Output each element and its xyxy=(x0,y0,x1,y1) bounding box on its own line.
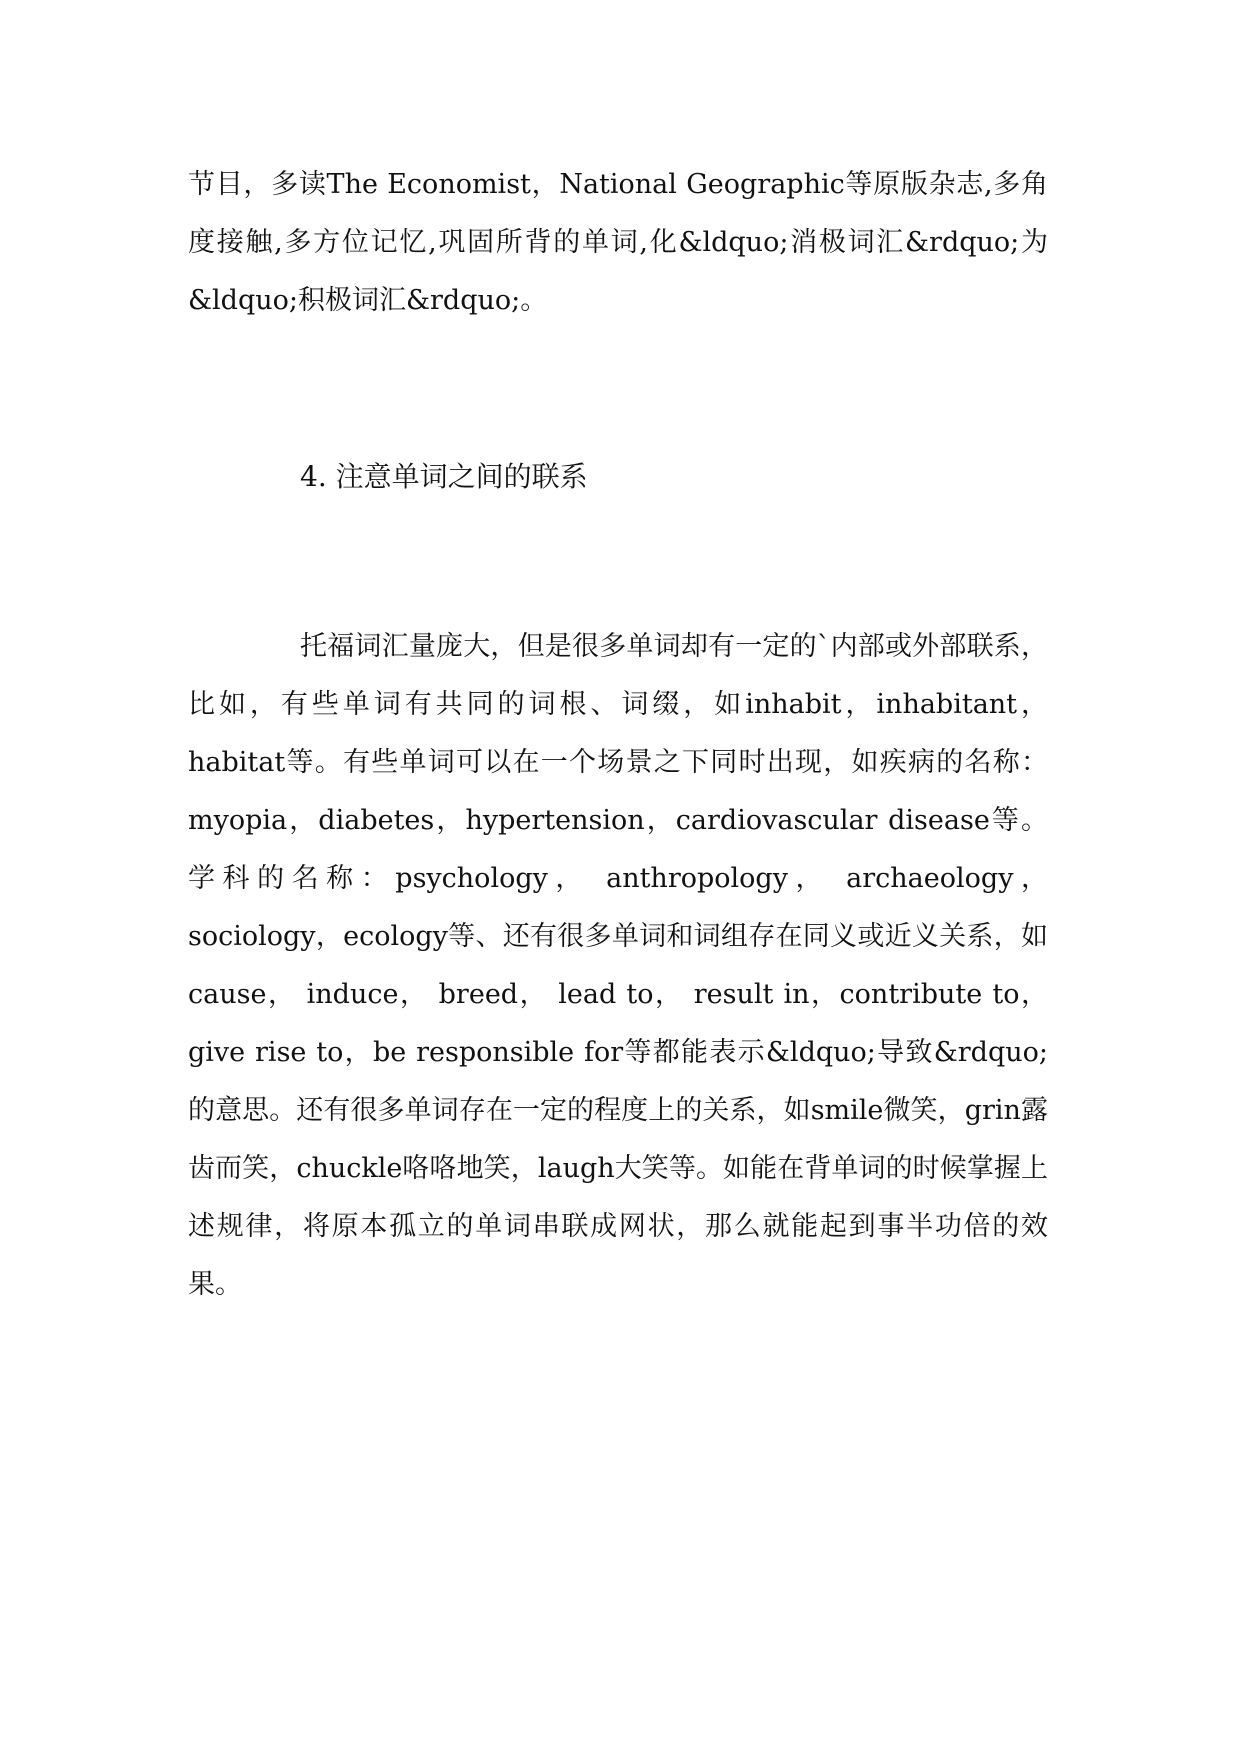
paragraph-text: 托福词汇量庞大，但是很多单词却有一定的`内部或外部联系，比如，有些单词有共同的词根、词缀，如inhabit，inhabitant，habitat等。有些单词可以在一个场景之下同时出现，如疾病的名称：myopia，diabetes，hypertension，cardiovascular disease等。学科的名称：psychology， anthropology， archaeology， sociology，ecology等、还有很多单词和词组存在同义或近义关系，如cause， induce， breed， lead to， result in，contribute to，give rise to，be responsible for等都能表示&ldquo;导致&rdquo;的意思。还有很多单词存在一定的程度上的关系，如smile微笑，grin露齿而笑，chuckle咯咯地笑，laugh大笑等。如能在背单词的时候掌握上述规律，将原本孤立的单词串联成网状，那么就能起到事半功倍的效果。 xyxy=(188,631,1048,1300)
section-heading: 4. 注意单词之间的联系 xyxy=(300,460,588,493)
paragraph-text: 节目，多读The Economist，National Geographic等原版杂志,多角度接触,多方位记忆,巩固所背的单词,化&ldquo;消极词汇&rdquo;为&ldquo;积极词汇&rdquo;。 xyxy=(188,169,1048,316)
